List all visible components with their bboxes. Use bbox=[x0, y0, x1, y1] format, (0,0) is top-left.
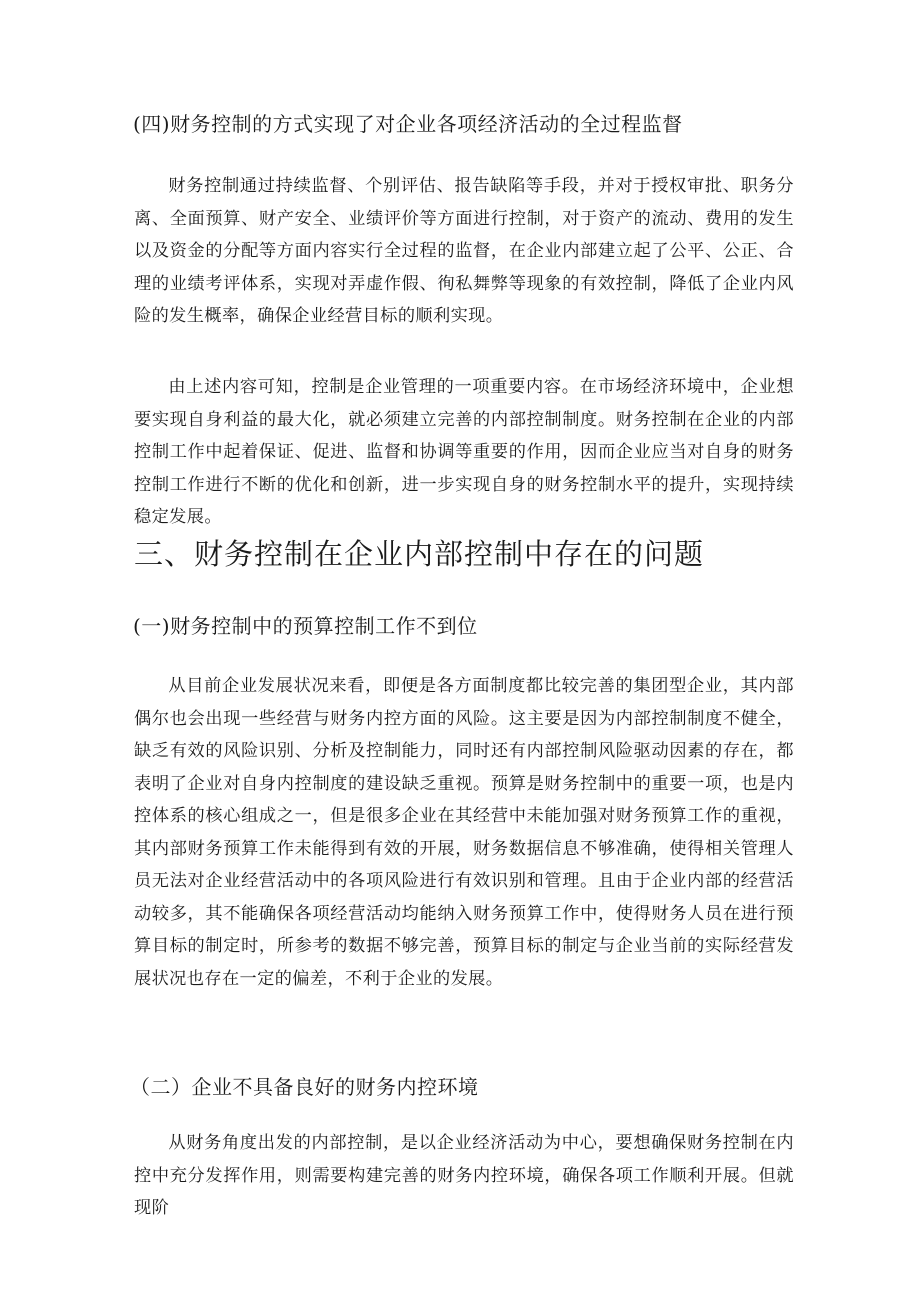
paragraph-control-summary: 由上述内容可知，控制是企业管理的一项重要内容。在市场经济环境中，企业想要实现自身利益的最大化，就必须建立完善的内部控制制度。财务控制在企业的内部控制工作中起着保证、促进、监督和协调等重要的作用，因而企业应当对自身的财务控制工作进行不断的优化和创新，进一步实现自身的财务控制水平的提升，实现持续稳定发展。 bbox=[134, 377, 794, 527]
subsection-heading-1: (一)财务控制中的预算控制工作不到位 bbox=[133, 614, 478, 638]
paragraph-internal-control-environment: 从财务角度出发的内部控制，是以企业经济活动为中心，要想确保财务控制在内控中充分发挥作用，则需要构建完善的财务内控环境，确保各项工作顺利开展。但就现阶 bbox=[134, 1133, 794, 1218]
paragraph-budget-control: 从目前企业发展状况来看，即便是各方面制度都比较完善的集团型企业，其内部偶尔也会出现一些经营与财务内控方面的风险。这主要是因为内部控制制度不健全，缺乏有效的风险识别、分析及控制能力，同时还有内部控制风险驱动因素的存在，都表明了企业对自身内控制度的建设缺乏重视。预算是财务控制中的重要一项，也是内控体系的核心组成之一，但是很多企业在其经营中未能加强对财务预算工作的重视，其内部财务预算工作未能得到有效的开展，财务数据信息不够准确，使得相关管理人员无法对企业经营活动中的各项风险进行有效识别和管理。且由于企业内部的经营活动较多，其不能确保各项经营活动均能纳入财务预算工作中，使得财务人员在进行预算目标的制定时，所参考的数据不够完善，预算目标的制定与企业当前的实际经营发展状况也存在一定的偏差，不利于企业的发展。 bbox=[134, 676, 794, 989]
paragraph-financial-control-supervision: 财务控制通过持续监督、个别评估、报告缺陷等手段，并对于授权审批、职务分离、全面预算、财产安全、业绩评价等方面进行控制，对于资产的流动、费用的发生以及资金的分配等方面内容实行全过程的监督，在企业内部建立起了公平、公正、合理的业绩考评体系，实现对弄虚作假、徇私舞弊等现象的有效控制，降低了企业内风险的发生概率，确保企业经营目标的顺利实现。 bbox=[134, 176, 794, 326]
chapter-heading-3: 三、财务控制在企业内部控制中存在的问题 bbox=[134, 537, 705, 571]
subsection-heading-2: （二）企业不具备良好的财务内控环境 bbox=[130, 1075, 479, 1099]
section-heading-4: (四)财务控制的方式实现了对企业各项经济活动的全过程监督 bbox=[133, 112, 683, 136]
